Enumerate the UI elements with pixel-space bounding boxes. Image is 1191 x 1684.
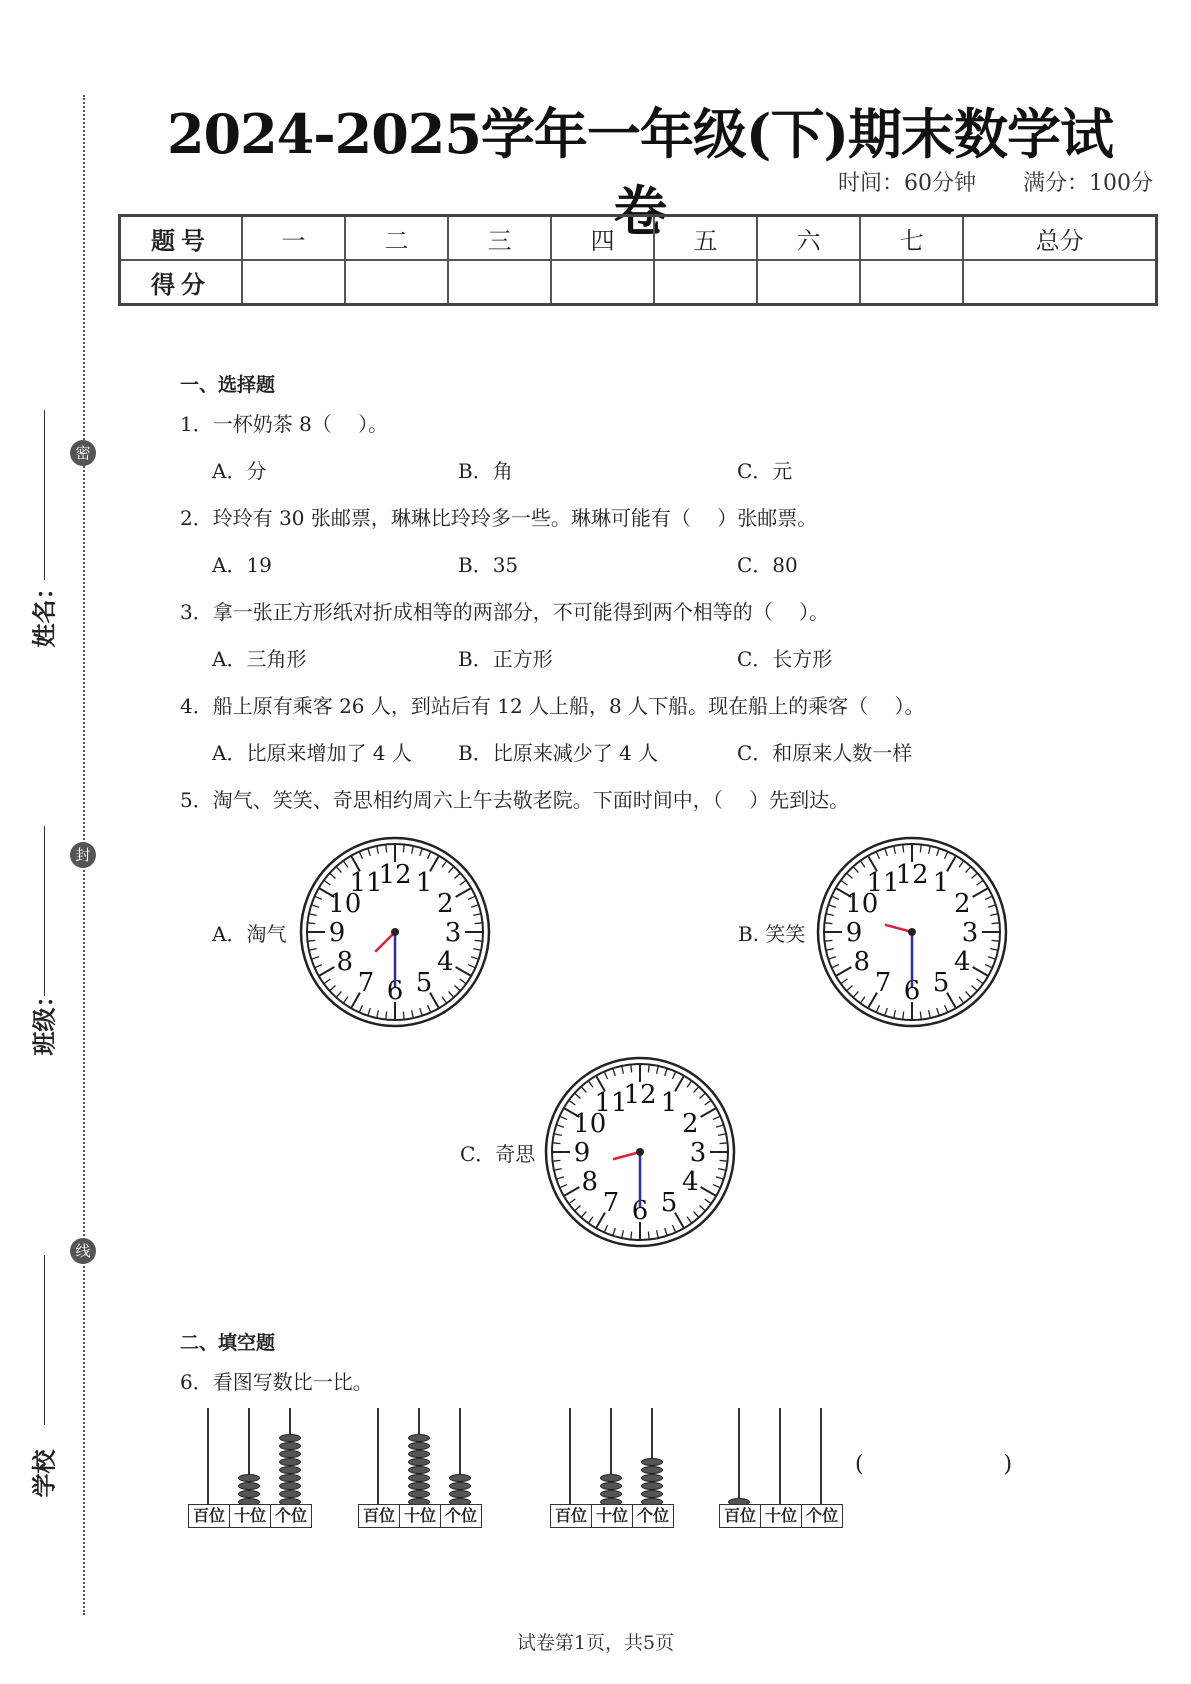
abacus-bead xyxy=(408,1482,430,1490)
abacus-bead xyxy=(279,1458,301,1466)
seal-feng-icon: 封 xyxy=(70,842,96,868)
clock-b-icon xyxy=(812,832,1012,1032)
svg-text:10: 10 xyxy=(328,889,362,919)
svg-text:1: 1 xyxy=(660,1087,678,1118)
svg-text:6: 6 xyxy=(631,1196,649,1226)
svg-text:5: 5 xyxy=(932,968,950,999)
abacus-bead xyxy=(408,1490,430,1498)
page-footer: 试卷第1页，共5页 xyxy=(516,1632,675,1654)
score-cell[interactable] xyxy=(860,260,963,305)
school-field-line[interactable] xyxy=(44,1255,45,1425)
score-table-score-row xyxy=(120,260,1157,305)
col-7: 七 xyxy=(860,216,963,261)
abacus-1 xyxy=(188,1408,312,1528)
q3-option-b[interactable]: B．正方形 xyxy=(458,647,553,671)
svg-text:9: 9 xyxy=(845,918,863,948)
svg-text:11: 11 xyxy=(866,867,900,898)
score-table xyxy=(118,214,1158,306)
time-limit: 时间：60分钟 xyxy=(838,171,976,196)
abacus-bead xyxy=(641,1466,663,1474)
abacus-bead xyxy=(279,1490,301,1498)
school-field-label: 学校 xyxy=(30,1449,59,1498)
abacus-rod xyxy=(377,1408,379,1506)
abacus-bead xyxy=(279,1434,301,1442)
question-5: 5．淘气、笑笑、奇思相约周六上午去敬老院。下面时间中，（ ）先到达。 xyxy=(180,788,850,812)
svg-text:12: 12 xyxy=(378,860,412,890)
col-6: 六 xyxy=(757,216,860,261)
score-cell-total[interactable] xyxy=(963,260,1156,305)
exam-meta xyxy=(798,166,1153,197)
abacus-place-labels xyxy=(358,1504,482,1528)
q4-option-b[interactable]: B．比原来减少了 4 人 xyxy=(458,741,659,765)
svg-text:4: 4 xyxy=(436,947,454,977)
svg-text:9: 9 xyxy=(573,1138,591,1168)
full-score: 满分：100分 xyxy=(1023,171,1153,196)
abacus-rod xyxy=(569,1408,571,1506)
clock-a-icon xyxy=(295,832,495,1032)
abacus-bead xyxy=(238,1490,260,1498)
q2-option-b[interactable]: B．35 xyxy=(458,553,519,577)
seal-mi-icon: 密 xyxy=(70,440,96,466)
abacus-bead xyxy=(408,1466,430,1474)
question-number-header: 题号 xyxy=(120,216,243,261)
score-cell[interactable] xyxy=(551,260,654,305)
q3-option-c[interactable]: C．长方形 xyxy=(737,647,833,671)
abacus-2 xyxy=(358,1408,482,1528)
svg-text:12: 12 xyxy=(623,1080,657,1110)
place-label: 十位 xyxy=(230,1505,271,1527)
clock-a-label[interactable]: A．淘气 xyxy=(212,922,287,946)
abacus-bead xyxy=(238,1482,260,1490)
abacus-bead xyxy=(600,1474,622,1482)
q2-option-c[interactable]: C．80 xyxy=(737,553,798,577)
abacus-bead xyxy=(279,1450,301,1458)
svg-text:8: 8 xyxy=(853,947,871,977)
svg-text:8: 8 xyxy=(581,1167,599,1197)
abacus-bead xyxy=(279,1466,301,1474)
svg-text:2: 2 xyxy=(681,1109,699,1139)
class-field-line[interactable] xyxy=(44,826,45,996)
abacus-bead xyxy=(641,1490,663,1498)
class-field-label: 班级： xyxy=(30,983,59,1056)
abacus-bead xyxy=(600,1490,622,1498)
place-label: 个位 xyxy=(444,1506,477,1525)
clock-c-icon xyxy=(540,1052,740,1252)
score-cell[interactable] xyxy=(448,260,551,305)
svg-text:10: 10 xyxy=(845,889,879,919)
abacus-bead xyxy=(408,1450,430,1458)
abacus-bead xyxy=(641,1482,663,1490)
svg-text:7: 7 xyxy=(602,1188,620,1219)
question-1: 1．一杯奶茶 8（ ）。 xyxy=(180,412,389,436)
svg-text:11: 11 xyxy=(349,867,383,898)
abacus-bead xyxy=(641,1474,663,1482)
svg-text:1: 1 xyxy=(415,867,433,898)
svg-text:4: 4 xyxy=(681,1167,699,1197)
svg-text:6: 6 xyxy=(386,976,404,1006)
score-table-header-row xyxy=(120,216,1157,261)
score-cell[interactable] xyxy=(654,260,757,305)
abacus-bead xyxy=(408,1434,430,1442)
abacus-3 xyxy=(550,1408,674,1528)
col-4: 四 xyxy=(551,216,654,261)
q4-option-c[interactable]: C．和原来人数一样 xyxy=(737,741,913,765)
q4-option-a[interactable]: A．比原来增加了 4 人 xyxy=(212,741,412,765)
abacus-bead xyxy=(408,1474,430,1482)
svg-text:11: 11 xyxy=(594,1087,628,1118)
clock-b-label[interactable]: B. 笑笑 xyxy=(738,922,806,946)
svg-text:9: 9 xyxy=(328,918,346,948)
abacus-place-labels xyxy=(719,1504,843,1528)
abacus-bead xyxy=(600,1482,622,1490)
svg-text:8: 8 xyxy=(336,947,354,977)
place-label: 百位 xyxy=(359,1505,400,1527)
svg-text:6: 6 xyxy=(903,976,921,1006)
col-total: 总分 xyxy=(963,216,1156,261)
abacus-bead xyxy=(279,1474,301,1482)
abacus-bead xyxy=(279,1482,301,1490)
place-label: 百位 xyxy=(720,1505,761,1527)
score-cell[interactable] xyxy=(242,260,345,305)
abacus-rod xyxy=(779,1408,781,1506)
col-1: 一 xyxy=(242,216,345,261)
svg-text:3: 3 xyxy=(689,1138,707,1168)
place-label: 十位 xyxy=(400,1505,441,1527)
col-3: 三 xyxy=(448,216,551,261)
svg-text:3: 3 xyxy=(444,918,462,948)
q6-answer-blank[interactable]: ( ) xyxy=(855,1452,1013,1477)
abacus-bead xyxy=(449,1474,471,1482)
question-6: 6．看图写数比一比。 xyxy=(180,1370,373,1394)
place-label: 百位 xyxy=(189,1505,230,1527)
svg-text:7: 7 xyxy=(874,968,892,999)
place-label: 十位 xyxy=(592,1505,633,1527)
q3-option-a[interactable]: A．三角形 xyxy=(212,647,307,671)
place-label: 个位 xyxy=(636,1506,669,1525)
q1-option-c[interactable]: C．元 xyxy=(737,459,793,483)
col-5: 五 xyxy=(654,216,757,261)
abacus-bead xyxy=(449,1482,471,1490)
abacus-bead xyxy=(408,1442,430,1450)
score-cell[interactable] xyxy=(757,260,860,305)
svg-text:5: 5 xyxy=(660,1188,678,1219)
abacus-bead xyxy=(449,1490,471,1498)
score-cell[interactable] xyxy=(345,260,448,305)
abacus-bead xyxy=(279,1442,301,1450)
svg-text:2: 2 xyxy=(953,889,971,919)
question-3: 3．拿一张正方形纸对折成相等的两部分，不可能得到两个相等的（ ）。 xyxy=(180,600,830,624)
abacus-bead xyxy=(238,1474,260,1482)
abacus-bead xyxy=(641,1458,663,1466)
col-2: 二 xyxy=(345,216,448,261)
name-field-line[interactable] xyxy=(44,410,45,580)
place-label: 十位 xyxy=(761,1505,802,1527)
q1-option-b[interactable]: B．角 xyxy=(458,459,513,483)
abacus-4 xyxy=(719,1408,843,1528)
question-2: 2．玲玲有 30 张邮票，琳琳比玲玲多一些。琳琳可能有（ ）张邮票。 xyxy=(180,506,818,530)
svg-text:7: 7 xyxy=(357,968,375,999)
page-title: 2024-2025学年一年级(下)期末数学试卷 xyxy=(166,102,1114,243)
place-label: 个位 xyxy=(274,1506,307,1525)
name-field-label: 姓名： xyxy=(30,575,59,648)
score-header: 得分 xyxy=(120,260,243,305)
svg-text:10: 10 xyxy=(573,1109,607,1139)
svg-text:3: 3 xyxy=(961,918,979,948)
place-label: 个位 xyxy=(805,1506,838,1525)
section-2-title: 二、填空题 xyxy=(180,1332,276,1354)
svg-text:2: 2 xyxy=(436,889,454,919)
question-4: 4．船上原有乘客 26 人，到站后有 12 人上船，8 人下船。现在船上的乘客（ ）。 xyxy=(180,694,925,718)
svg-text:4: 4 xyxy=(953,947,971,977)
svg-text:12: 12 xyxy=(895,860,929,890)
place-label: 百位 xyxy=(551,1505,592,1527)
svg-text:1: 1 xyxy=(932,867,950,898)
clock-c-label[interactable]: C．奇思 xyxy=(460,1142,536,1166)
abacus-rod xyxy=(207,1408,209,1506)
section-1-title: 一、选择题 xyxy=(180,374,276,396)
q1-option-a[interactable]: A．分 xyxy=(212,459,267,483)
abacus-place-labels xyxy=(550,1504,674,1528)
abacus-rod xyxy=(820,1408,822,1506)
abacus-bead xyxy=(408,1458,430,1466)
q2-option-a[interactable]: A．19 xyxy=(212,553,272,577)
abacus-place-labels xyxy=(188,1504,312,1528)
abacus-rod xyxy=(738,1408,740,1506)
svg-text:5: 5 xyxy=(415,968,433,999)
seal-xian-icon: 线 xyxy=(70,1238,96,1264)
